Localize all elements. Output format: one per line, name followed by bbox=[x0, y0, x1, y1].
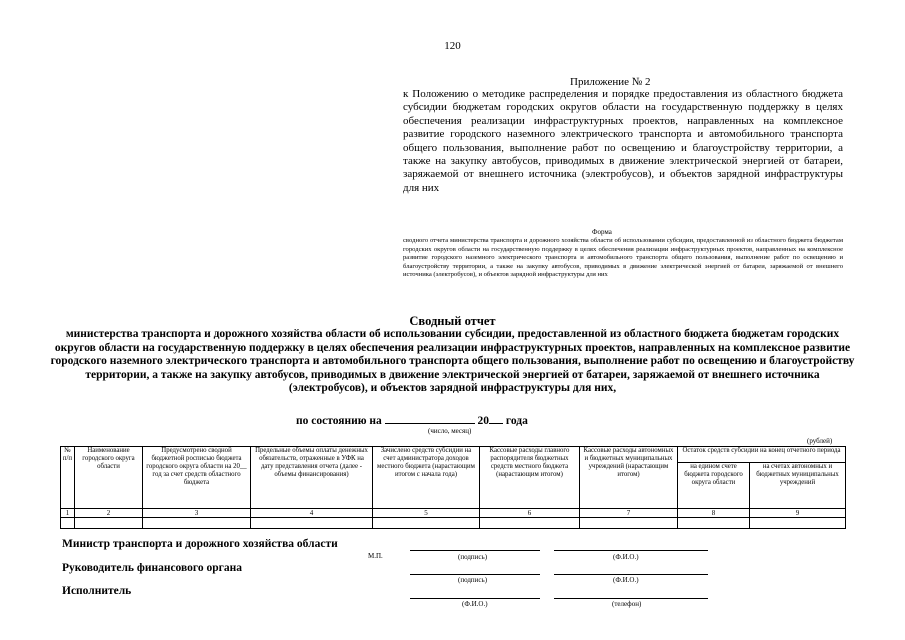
header-credited-subsidy: Зачислено средств субсидии на счет администратора доходов местного бюджета (нарастающим итогом с начала года) bbox=[373, 447, 480, 509]
report-date-line bbox=[296, 413, 528, 427]
date-year-prefix: 20 bbox=[477, 415, 490, 427]
minister-signature-line[interactable] bbox=[410, 550, 540, 551]
report-title: Сводный отчет bbox=[409, 314, 496, 328]
table-cell[interactable] bbox=[678, 518, 750, 529]
executor-name-caption: (Ф.И.О.) bbox=[462, 600, 488, 608]
executor-phone-caption: (телефон) bbox=[612, 600, 642, 608]
header-remaining-single-account: на едином счете бюджета городского округа области bbox=[678, 463, 750, 509]
finance-signature-line[interactable] bbox=[410, 574, 540, 575]
table-cell[interactable] bbox=[580, 518, 678, 529]
finance-signature-caption: (подпись) bbox=[458, 576, 488, 584]
executor-label: Исполнитель bbox=[62, 585, 132, 597]
header-payment-limits: Предельные объемы оплаты денежных обязательств, отраженные в УФК на дату представления отчета (далее - объемы финансирования) bbox=[251, 447, 373, 509]
column-number-cell: 8 bbox=[678, 509, 750, 518]
page-number: 120 bbox=[444, 40, 461, 52]
appendix-title: Приложение № 2 bbox=[570, 76, 651, 88]
report-subtitle: министерства транспорта и дорожного хозяйства области об использовании субсидии, предоставленной из областного бюджета бюджетам городских округов области на государственную поддержку в целях обеспечения реализации инфраструктурных проектов, направленных на комплексное развитие городского наземного электрического транспорта и автомобильного транспорта общего пользования, выполнение работ по освещению и благоустройству территории, а также на закупку автобусов, приводимых в движение электрической энергией от батареи, заряжаемой от внешнего источника (электробусов), и объектов зарядной инфраструктуры для них, bbox=[50, 328, 855, 395]
header-district: Наименование городского округа области bbox=[75, 447, 143, 509]
column-number-cell: 9 bbox=[750, 509, 846, 518]
column-number-cell: 2 bbox=[75, 509, 143, 518]
header-cash-expenses-institutions: Кассовые расходы автономных и бюджетных муниципальных учреждений (нарастающим итогом) bbox=[580, 447, 678, 509]
minister-signature-caption: (подпись) bbox=[458, 553, 488, 561]
header-cash-expenses-main: Кассовые расходы главного распорядителя бюджетных средств местного бюджета (нарастающим итогом) bbox=[480, 447, 580, 509]
table-cell[interactable] bbox=[750, 518, 846, 529]
minister-label: Министр транспорта и дорожного хозяйства области bbox=[62, 538, 338, 550]
header-number: № п/п bbox=[61, 447, 75, 509]
table-cell[interactable] bbox=[61, 518, 75, 529]
table-cell[interactable] bbox=[75, 518, 143, 529]
currency-note: (рублей) bbox=[807, 437, 833, 445]
date-day-month-field[interactable] bbox=[385, 413, 475, 424]
finance-name-line[interactable] bbox=[554, 574, 708, 575]
column-number-cell: 1 bbox=[61, 509, 75, 518]
column-number-cell: 5 bbox=[373, 509, 480, 518]
report-table bbox=[60, 446, 846, 529]
column-number-cell: 6 bbox=[480, 509, 580, 518]
finance-name-caption: (Ф.И.О.) bbox=[613, 576, 639, 584]
table-cell[interactable] bbox=[480, 518, 580, 529]
column-number-cell: 7 bbox=[580, 509, 678, 518]
executor-name-line[interactable] bbox=[410, 598, 540, 599]
appendix-text: к Положению о методике распределения и порядке предоставления из областного бюджета субсидии бюджетам городских округов области на государственную поддержку в целях обеспечения реализации инфраструктурных проектов, направленных на комплексное развитие городского наземного электрического транспорта и автомобильного транспорта общего пользования, выполнение работ по освещению и благоустройству территории, а также на закупку автобусов, приводимых в движение электрической энергией от батареи, заряжаемой от внешнего источника (электробусов), и объектов зарядной инфраструктуры для них bbox=[403, 88, 843, 194]
minister-name-line[interactable] bbox=[554, 550, 708, 551]
executor-phone-line[interactable] bbox=[554, 598, 708, 599]
table-cell[interactable] bbox=[251, 518, 373, 529]
date-prefix: по состоянию на bbox=[296, 415, 382, 427]
header-planned-budget: Предусмотрено сводной бюджетной росписью бюджета городского округа области на 20__ год за счет средств областного бюджета bbox=[143, 447, 251, 509]
header-remaining-institution-accounts: на счетах автономных и бюджетных муниципальных учреждений bbox=[750, 463, 846, 509]
column-number-cell: 4 bbox=[251, 509, 373, 518]
column-number-cell: 3 bbox=[143, 509, 251, 518]
form-label: Форма bbox=[592, 228, 612, 236]
table-cell[interactable] bbox=[143, 518, 251, 529]
header-remaining-group: Остаток средств субсидии на конец отчетного периода bbox=[678, 447, 846, 463]
minister-name-caption: (Ф.И.О.) bbox=[613, 553, 639, 561]
stamp-label: М.П. bbox=[368, 552, 383, 560]
date-caption: (число, месяц) bbox=[428, 427, 472, 435]
date-year-field[interactable] bbox=[489, 413, 503, 424]
date-suffix: года bbox=[505, 415, 528, 427]
table-cell[interactable] bbox=[373, 518, 480, 529]
form-description: сводного отчета министерства транспорта и дорожного хозяйства области об использовании субсидии, предоставленной из областного бюджета бюджетам городских округов области на государственную поддержку в целях обеспечения реализации инфраструктурных проектов, направленных на комплексное развитие городского наземного электрического транспорта и автомобильного транспорта общего пользования, выполнение работ по освещению и благоустройству территории, а также на закупку автобусов, приводимых в движение электрической энергией от батареи, заряжаемой от внешнего источника (электробусов), и объектов зарядной инфраструктуры для них bbox=[403, 237, 843, 279]
finance-head-label: Руководитель финансового органа bbox=[62, 562, 242, 574]
